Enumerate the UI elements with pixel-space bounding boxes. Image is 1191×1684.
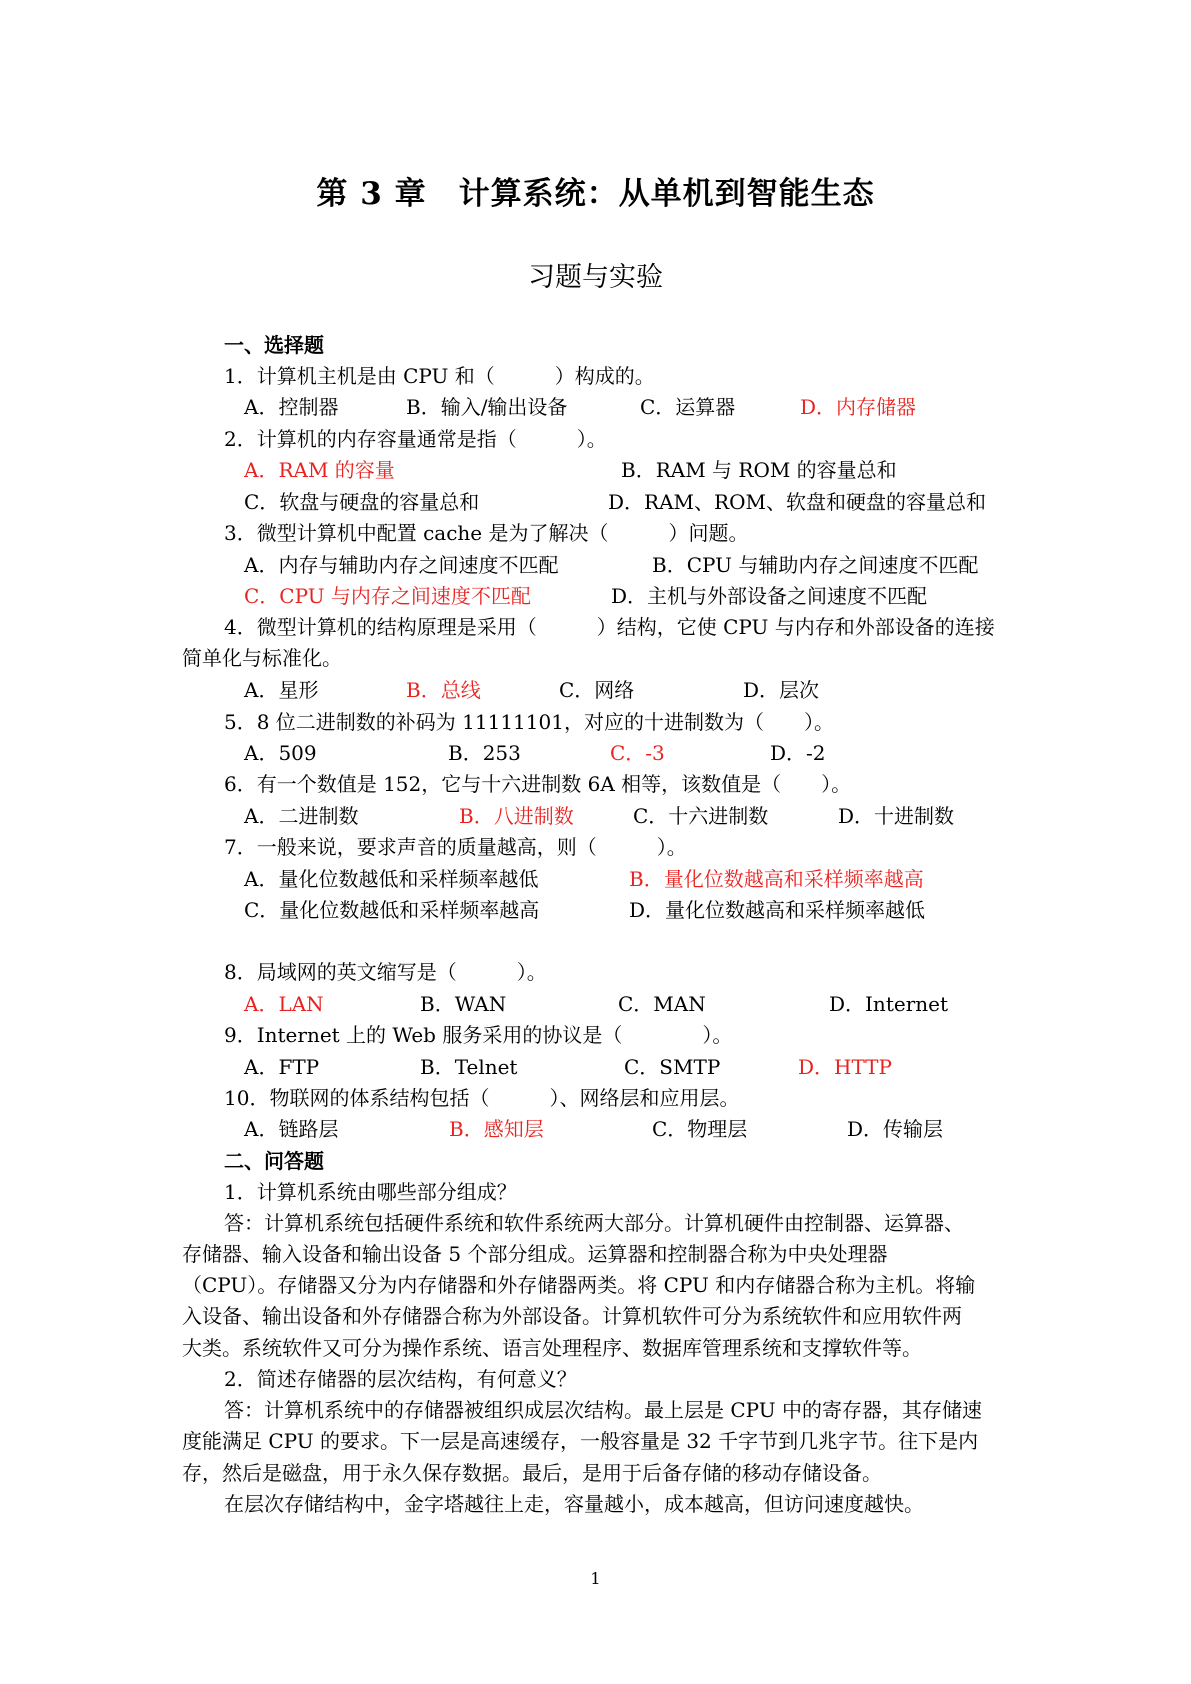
q4-option-d: D．层次 xyxy=(743,678,820,702)
q4-option-c: C．网络 xyxy=(559,678,635,702)
question-stem-5: 5．8 位二进制数的补码为 11111101，对应的十进制数为（ ）。 xyxy=(224,710,834,734)
question-stem-4: 4．微型计算机的结构原理是采用（ ）结构，它使 CPU 与内存和外部设备的连接 xyxy=(224,615,995,639)
q6-option-c: C．十六进制数 xyxy=(633,804,769,828)
q7-option-c: C．量化位数越低和采样频率越高 xyxy=(244,898,540,922)
question-stem-9: 9．Internet 上的 Web 服务采用的协议是（ ）。 xyxy=(224,1023,733,1047)
q10-option-b-answer: B．感知层 xyxy=(449,1117,544,1141)
q9-option-d-answer: D．HTTP xyxy=(798,1055,892,1079)
q8-option-b: B．WAN xyxy=(420,992,507,1016)
chapter-title: 第 3 章 计算系统：从单机到智能生态 xyxy=(316,176,875,212)
qa-answer-1-line-4: 入设备、输出设备和外存储器合称为外部设备。计算机软件可分为系统软件和应用软件两 xyxy=(182,1304,962,1328)
q7-option-a: A．量化位数越低和采样频率越低 xyxy=(244,867,539,891)
qa-question-2: 2．简述存储器的层次结构，有何意义？ xyxy=(224,1367,577,1391)
q1-option-c: C．运算器 xyxy=(640,395,736,419)
q9-option-b: B．Telnet xyxy=(420,1055,518,1079)
q8-option-c: C．MAN xyxy=(618,992,706,1016)
q9-option-c: C．SMTP xyxy=(624,1055,721,1079)
q6-option-a: A．二进制数 xyxy=(244,804,359,828)
qa-answer-1-line-1: 答：计算机系统包括硬件系统和软件系统两大部分。计算机硬件由控制器、运算器、 xyxy=(224,1211,964,1235)
q10-option-a: A．链路层 xyxy=(244,1117,339,1141)
qa-question-1: 1．计算机系统由哪些部分组成？ xyxy=(224,1180,517,1204)
question-stem-6: 6．有一个数值是 152，它与十六进制数 6A 相等，该数值是（ ）。 xyxy=(224,772,852,796)
q5-option-a: A．509 xyxy=(244,741,317,765)
qa-answer-2-line-4: 在层次存储结构中，金字塔越往上走，容量越小，成本越高，但访问速度越快。 xyxy=(224,1492,924,1516)
q1-option-d-answer: D．内存储器 xyxy=(800,395,917,419)
q10-option-d: D．传输层 xyxy=(847,1117,944,1141)
qa-answer-2-line-2: 度能满足 CPU 的要求。下一层是高速缓存，一般容量是 32 千字节到几兆字节。往下是内 xyxy=(182,1429,979,1453)
q3-option-a: A．内存与辅助内存之间速度不匹配 xyxy=(244,553,559,577)
qa-answer-1-line-5: 大类。系统软件又可分为操作系统、语言处理程序、数据库管理系统和支撑软件等。 xyxy=(182,1336,922,1360)
q6-option-b-answer: B．八进制数 xyxy=(459,804,574,828)
q5-option-d: D．-2 xyxy=(770,741,826,765)
q5-option-c-answer: C．-3 xyxy=(610,741,665,765)
qa-answer-2-line-3: 存，然后是磁盘，用于永久保存数据。最后，是用于后备存储的移动存储设备。 xyxy=(182,1461,882,1485)
q3-option-d: D．主机与外部设备之间速度不匹配 xyxy=(611,584,928,608)
q9-option-a: A．FTP xyxy=(244,1055,320,1079)
question-stem-7: 7．一般来说，要求声音的质量越高，则（ ）。 xyxy=(224,835,687,859)
q8-option-d: D．Internet xyxy=(829,992,949,1016)
q2-option-a-answer: A．RAM 的容量 xyxy=(244,458,395,482)
q1-option-a: A．控制器 xyxy=(244,395,339,419)
q8-option-a-answer: A．LAN xyxy=(244,992,324,1016)
choice-heading: 一、选择题 xyxy=(224,333,324,357)
q6-option-d: D．十进制数 xyxy=(838,804,955,828)
q7-option-d: D．量化位数越高和采样频率越低 xyxy=(629,898,926,922)
question-stem-1: 1．计算机主机是由 CPU 和（ ）构成的。 xyxy=(224,364,655,388)
q5-option-b: B．253 xyxy=(448,741,521,765)
q1-option-b: B．输入/输出设备 xyxy=(406,395,568,419)
qa-answer-1-line-2: 存储器、输入设备和输出设备 5 个部分组成。运算器和控制器合称为中央处理器 xyxy=(182,1242,888,1266)
qa-answer-2-line-1: 答：计算机系统中的存储器被组织成层次结构。最上层是 CPU 中的寄存器，其存储速 xyxy=(224,1398,982,1422)
q7-option-b-answer: B．量化位数越高和采样频率越高 xyxy=(629,867,924,891)
question-stem-4-continued: 简单化与标准化。 xyxy=(182,646,342,670)
q2-option-d: D．RAM、ROM、软盘和硬盘的容量总和 xyxy=(608,490,986,514)
q4-option-a: A．星形 xyxy=(244,678,319,702)
q3-option-b: B．CPU 与辅助内存之间速度不匹配 xyxy=(652,553,979,577)
q3-option-c-answer: C．CPU 与内存之间速度不匹配 xyxy=(244,584,531,608)
page-number: 1 xyxy=(590,1569,601,1588)
section-subtitle: 习题与实验 xyxy=(528,262,663,293)
q2-option-c: C．软盘与硬盘的容量总和 xyxy=(244,490,480,514)
question-stem-10: 10．物联网的体系结构包括（ ）、网络层和应用层。 xyxy=(224,1086,740,1110)
qa-answer-1-line-3: （CPU）。存储器又分为内存储器和外存储器两类。将 CPU 和内存储器合称为主机。将输 xyxy=(182,1273,976,1297)
q10-option-c: C．物理层 xyxy=(652,1117,748,1141)
qa-heading: 二、问答题 xyxy=(224,1149,324,1173)
q2-option-b: B．RAM 与 ROM 的容量总和 xyxy=(621,458,897,482)
question-stem-3: 3．微型计算机中配置 cache 是为了解决（ ）问题。 xyxy=(224,521,749,545)
question-stem-2: 2．计算机的内存容量通常是指（ ）。 xyxy=(224,427,607,451)
q4-option-b-answer: B．总线 xyxy=(406,678,481,702)
question-stem-8: 8．局域网的英文缩写是（ ）。 xyxy=(224,960,547,984)
